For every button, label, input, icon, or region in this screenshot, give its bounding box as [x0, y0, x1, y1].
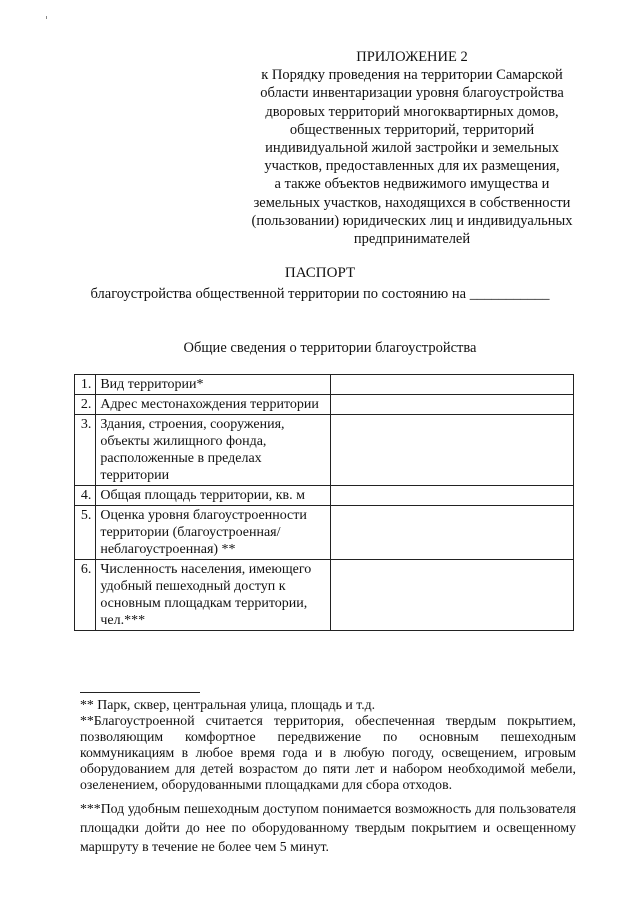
row-number: 1.: [75, 375, 96, 395]
appendix-heading: ПРИЛОЖЕНИЕ 2: [356, 49, 468, 65]
row-value-cell[interactable]: [331, 375, 574, 395]
appendix-line: предпринимателей: [353, 231, 471, 248]
row-label: Здания, строения, сооружения, объекты жилищного фонда, расположенные в пределах территории: [96, 415, 331, 486]
row-value-cell[interactable]: [331, 395, 574, 415]
row-label: Численность населения, имеющего удобный пешеходный доступ к основным площадкам территории, чел.***: [96, 560, 331, 631]
row-value-cell[interactable]: [331, 486, 574, 506]
row-value-cell[interactable]: [331, 415, 574, 486]
appendix-line: участков, предоставленных для их размещения,: [264, 158, 560, 175]
appendix-line: а также объектов недвижимого имущества и: [274, 176, 550, 193]
row-number: 5.: [75, 506, 96, 560]
footnote-divider: [80, 692, 200, 693]
footnotes: [80, 697, 576, 856]
table-row: [75, 506, 574, 560]
row-number: 6.: [75, 560, 96, 631]
table-row: [75, 375, 574, 395]
table-row: [75, 395, 574, 415]
table-row: [75, 560, 574, 631]
row-value-cell[interactable]: [331, 560, 574, 631]
appendix-line: дворовых территорий многоквартирных домов,: [265, 103, 559, 120]
table-row: [75, 415, 574, 486]
appendix-line: индивидуальной жилой застройки и земельных: [265, 140, 559, 157]
table-row: [75, 486, 574, 506]
passport-title: ПАСПОРТ: [284, 265, 356, 281]
row-number: 2.: [75, 395, 96, 415]
footnote-pedestrian-access: ***Под удобным пешеходным доступом понимается возможность для пользователя площадки дойти до нее по оборудованному твердым покрытием и освещенному маршруту в течение не более чем 5 минут.: [80, 801, 576, 854]
row-label: Общая площадь территории, кв. м: [96, 486, 331, 506]
footnote-improved-territory: **Благоустроенной считается территория, обеспеченная твердым покрытием, позволяющим комфортное передвижение по основным пешеходным коммуникациям в любое время года и в любую погоду, освещением, игровым оборудованием для детей возрастом до пяти лет и набором необходимой мебели, озеленением, оборудованными площадками для сбора отходов.: [80, 713, 576, 792]
section-title: Общие сведения о территории благоустройства: [183, 340, 477, 356]
appendix-line: области инвентаризации уровня благоустройства: [260, 85, 564, 102]
row-value-cell[interactable]: [331, 506, 574, 560]
row-number: 4.: [75, 486, 96, 506]
row-label: Оценка уровня благоустроенности территории (благоустроенная/ неблагоустроенная) **: [96, 506, 331, 560]
footnote-territory-type: ** Парк, сквер, центральная улица, площадь и т.д.: [80, 697, 376, 712]
row-number: 3.: [75, 415, 96, 486]
appendix-line: к Порядку проведения на территории Самарской: [261, 67, 563, 84]
general-info-table: [74, 374, 574, 631]
appendix-line: общественных территорий, территорий: [289, 121, 535, 138]
appendix-block: [232, 48, 592, 248]
scan-speck: [46, 16, 47, 19]
appendix-line: (пользовании) юридических лиц и индивидуальных: [251, 212, 573, 229]
passport-subtitle: благоустройства общественной территории по состоянию на ___________: [90, 286, 550, 302]
row-label: Вид территории*: [96, 375, 331, 395]
appendix-line: земельных участков, находящихся в собственности: [253, 194, 571, 211]
row-label: Адрес местонахождения территории: [96, 395, 331, 415]
